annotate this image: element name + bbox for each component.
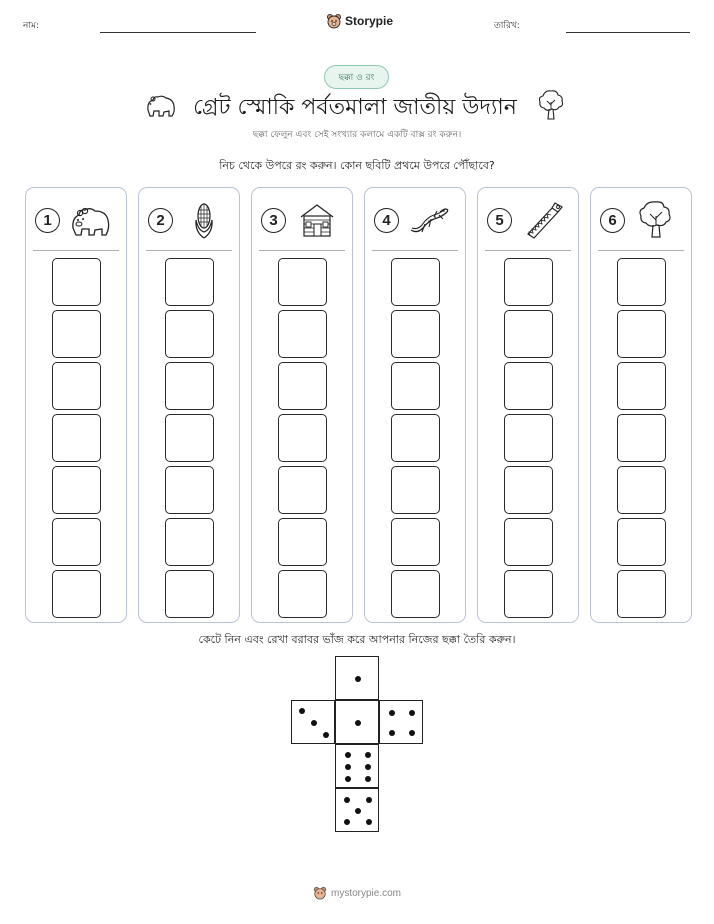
column-1 bbox=[25, 187, 127, 623]
worksheet-title: গ্রেট স্মোকি পর্বতমালা জাতীয় উদ্যান bbox=[193, 95, 517, 120]
tree-icon bbox=[633, 200, 679, 244]
cut-instruction-text: কেটে নিন এবং রেখা বরাবর ভাঁজ করে আপনার নিজের ছক্কা তৈরি করুন। bbox=[198, 633, 516, 646]
tree-icon bbox=[536, 88, 566, 126]
color-box[interactable] bbox=[504, 518, 553, 566]
color-box[interactable] bbox=[165, 310, 214, 358]
column-3 bbox=[251, 187, 353, 623]
color-box[interactable] bbox=[278, 466, 327, 514]
instruction-text: নিচ থেকে উপরে রং করুন। কোন ছবিটি প্রথমে উপরে পৌঁছাবে? bbox=[219, 159, 495, 172]
column-divider bbox=[146, 250, 232, 251]
footer bbox=[0, 886, 714, 900]
color-box[interactable] bbox=[504, 414, 553, 462]
color-box[interactable] bbox=[617, 310, 666, 358]
dice-face-right bbox=[379, 700, 423, 744]
column-2 bbox=[138, 187, 240, 623]
color-box[interactable] bbox=[278, 258, 327, 306]
dice-face-left bbox=[291, 700, 335, 744]
column-divider bbox=[372, 250, 458, 251]
column-6 bbox=[590, 187, 692, 623]
dice-face-center bbox=[335, 700, 379, 744]
color-box[interactable] bbox=[52, 258, 101, 306]
color-box[interactable] bbox=[391, 570, 440, 618]
dice-pip bbox=[345, 764, 351, 770]
color-box[interactable] bbox=[165, 414, 214, 462]
salamander-icon bbox=[407, 200, 453, 244]
color-box[interactable] bbox=[165, 466, 214, 514]
dice-pip bbox=[409, 730, 415, 736]
column-number: 4 bbox=[374, 208, 399, 233]
footer-url: mystorypie.com bbox=[330, 887, 401, 899]
color-box[interactable] bbox=[391, 414, 440, 462]
color-box[interactable] bbox=[504, 310, 553, 358]
log-cabin-icon bbox=[294, 200, 340, 244]
name-label: নাম: bbox=[23, 21, 40, 31]
color-box[interactable] bbox=[165, 362, 214, 410]
color-box[interactable] bbox=[391, 310, 440, 358]
color-box[interactable] bbox=[52, 466, 101, 514]
color-box[interactable] bbox=[278, 570, 327, 618]
dice-pip bbox=[355, 676, 361, 682]
brand-logo bbox=[326, 13, 393, 29]
color-box[interactable] bbox=[617, 518, 666, 566]
worksheet-header bbox=[0, 0, 714, 48]
bear-icon bbox=[144, 90, 178, 124]
dice-pip bbox=[389, 710, 395, 716]
color-box[interactable] bbox=[504, 466, 553, 514]
color-box[interactable] bbox=[278, 414, 327, 462]
color-box[interactable] bbox=[617, 414, 666, 462]
dice-face-below-1 bbox=[335, 744, 379, 788]
dice-pip bbox=[365, 764, 371, 770]
color-box[interactable] bbox=[165, 570, 214, 618]
color-box[interactable] bbox=[52, 570, 101, 618]
rules-text: ছক্কা ফেলুন এবং সেই সংখ্যার কলামে একটি বাক্স রং করুন। bbox=[252, 130, 462, 140]
activity-badge: ছক্কা ও রং bbox=[324, 65, 389, 89]
column-header bbox=[365, 188, 465, 252]
column-number: 2 bbox=[148, 208, 173, 233]
color-box[interactable] bbox=[165, 518, 214, 566]
column-divider bbox=[33, 250, 119, 251]
color-box[interactable] bbox=[52, 414, 101, 462]
dice-pip bbox=[365, 776, 371, 782]
color-box[interactable] bbox=[504, 362, 553, 410]
date-line bbox=[566, 32, 690, 33]
column-4 bbox=[364, 187, 466, 623]
column-number: 1 bbox=[35, 208, 60, 233]
color-box[interactable] bbox=[504, 258, 553, 306]
storypie-bear-icon bbox=[313, 886, 327, 900]
bear-icon bbox=[68, 200, 114, 244]
dice-pip bbox=[299, 708, 305, 714]
dice-pip bbox=[311, 720, 317, 726]
color-box[interactable] bbox=[52, 362, 101, 410]
dice-pip bbox=[323, 732, 329, 738]
brand-name: Storypie bbox=[345, 14, 394, 28]
column-number: 3 bbox=[261, 208, 286, 233]
dice-pip bbox=[355, 720, 361, 726]
column-header bbox=[26, 188, 126, 252]
color-box[interactable] bbox=[391, 518, 440, 566]
dice-pip bbox=[389, 730, 395, 736]
color-box[interactable] bbox=[278, 362, 327, 410]
dice-pip bbox=[345, 752, 351, 758]
column-header bbox=[139, 188, 239, 252]
dice-pip bbox=[344, 797, 350, 803]
column-header bbox=[478, 188, 578, 252]
column-number: 5 bbox=[487, 208, 512, 233]
dice-pip bbox=[355, 808, 361, 814]
dice-pip bbox=[366, 819, 372, 825]
color-box[interactable] bbox=[617, 258, 666, 306]
color-box[interactable] bbox=[617, 466, 666, 514]
color-box[interactable] bbox=[165, 258, 214, 306]
dice-pip bbox=[366, 797, 372, 803]
name-line bbox=[100, 32, 256, 33]
column-header bbox=[591, 188, 691, 252]
color-box[interactable] bbox=[52, 310, 101, 358]
dice-face-top bbox=[335, 656, 379, 700]
color-box[interactable] bbox=[617, 362, 666, 410]
color-box[interactable] bbox=[278, 310, 327, 358]
date-label: তারিখ: bbox=[494, 21, 520, 31]
saw-icon bbox=[520, 200, 566, 244]
dice-pip bbox=[344, 819, 350, 825]
dice-pip bbox=[365, 752, 371, 758]
column-header bbox=[252, 188, 352, 252]
dice-face-below-2 bbox=[335, 788, 379, 832]
column-divider bbox=[598, 250, 684, 251]
storypie-bear-icon bbox=[326, 13, 342, 29]
color-box[interactable] bbox=[391, 362, 440, 410]
dice-pip bbox=[345, 776, 351, 782]
column-divider bbox=[485, 250, 571, 251]
column-5 bbox=[477, 187, 579, 623]
color-box[interactable] bbox=[504, 570, 553, 618]
column-number: 6 bbox=[600, 208, 625, 233]
color-box[interactable] bbox=[617, 570, 666, 618]
color-box[interactable] bbox=[278, 518, 327, 566]
column-divider bbox=[259, 250, 345, 251]
color-box[interactable] bbox=[391, 258, 440, 306]
color-box[interactable] bbox=[52, 518, 101, 566]
dice-pip bbox=[409, 710, 415, 716]
color-box[interactable] bbox=[391, 466, 440, 514]
corn-icon bbox=[181, 200, 227, 244]
